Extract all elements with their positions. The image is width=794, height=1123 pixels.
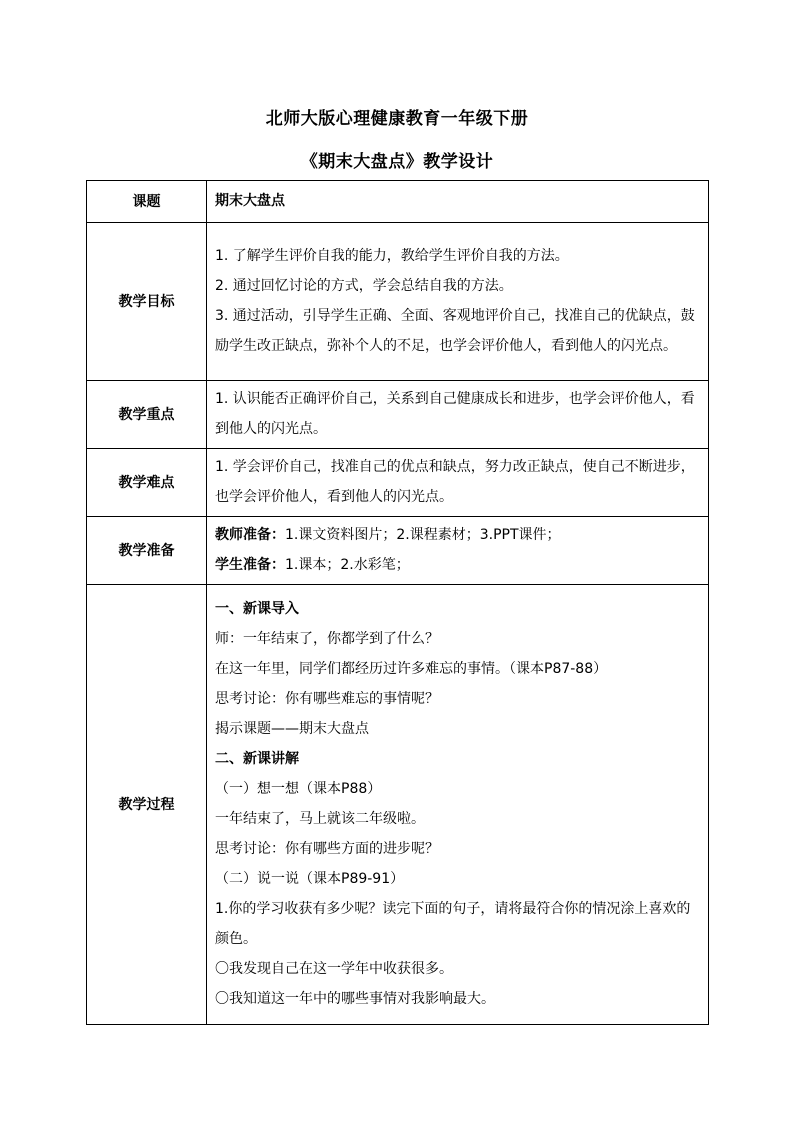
row-preparation xyxy=(87,517,709,585)
document-title: 北师大版心理健康教育一年级下册 xyxy=(265,109,529,129)
value-preparation xyxy=(207,517,709,585)
label-key-points: 教学重点 xyxy=(87,381,207,449)
document-subtitle: 《期末大盘点》教学设计 xyxy=(300,152,494,172)
section-heading: 一、新课导入 xyxy=(215,601,299,617)
process-line: 师：一年结束了，你都学到了什么？ xyxy=(215,631,439,647)
student-prep-value: 1.课本；2.水彩笔； xyxy=(285,557,410,573)
label-topic: 课题 xyxy=(87,181,207,223)
label-preparation: 教学准备 xyxy=(87,517,207,585)
process-line: 1.你的学习收获有多少呢？读完下面的句子，请将最符合你的情况涂上喜欢的颜色。 xyxy=(215,901,691,947)
process-line: 〇我发现自己在这一学年中收获很多。 xyxy=(215,961,453,977)
process-line: 揭示课题——期末大盘点 xyxy=(215,721,369,737)
value-key-points: 1. 认识能否正确评价自己，关系到自己健康成长和进步，也学会评价他人，看到他人的闪光点。 xyxy=(207,381,709,449)
process-line: 一年结束了，马上就该二年级啦。 xyxy=(215,811,425,827)
value-difficulties: 1. 学会评价自己，找准自己的优点和缺点，努力改正缺点，使自己不断进步，也学会评价他人，看到他人的闪光点。 xyxy=(207,449,709,517)
lesson-plan-table xyxy=(86,180,709,1025)
row-key-points xyxy=(87,381,709,449)
label-objectives: 教学目标 xyxy=(87,223,207,381)
process-line: 在这一年里，同学们都经历过许多难忘的事情。（课本P87-88） xyxy=(215,661,608,677)
process-line: 思考讨论：你有哪些方面的进步呢？ xyxy=(215,841,439,857)
process-line: （二）说一说（课本P89-91） xyxy=(215,871,405,887)
row-topic xyxy=(87,181,709,223)
value-process xyxy=(207,585,709,1025)
objective-item: 1. 了解学生评价自我的能力，教给学生评价自我的方法。 xyxy=(215,248,569,264)
student-prep-label: 学生准备： xyxy=(215,557,285,573)
process-line: （一）想一想（课本P88） xyxy=(215,781,382,797)
teacher-prep-value: 1.课文资料图片；2.课程素材；3.PPT课件； xyxy=(285,527,561,543)
row-difficulties xyxy=(87,449,709,517)
value-topic: 期末大盘点 xyxy=(207,181,709,223)
row-objectives xyxy=(87,223,709,381)
teacher-prep-label: 教师准备： xyxy=(215,527,285,543)
process-line: 思考讨论：你有哪些难忘的事情呢？ xyxy=(215,691,439,707)
process-line: 〇我知道这一年中的哪些事情对我影响最大。 xyxy=(215,991,495,1007)
value-objectives xyxy=(207,223,709,381)
label-difficulties: 教学难点 xyxy=(87,449,207,517)
objective-item: 3. 通过活动，引导学生正确、全面、客观地评价自己，找准自己的优缺点，鼓励学生改正缺点，弥补个人的不足，也学会评价他人，看到他人的闪光点。 xyxy=(215,308,695,354)
row-process xyxy=(87,585,709,1025)
objective-item: 2. 通过回忆讨论的方式，学会总结自我的方法。 xyxy=(215,278,513,294)
section-heading: 二、新课讲解 xyxy=(215,751,299,767)
label-process: 教学过程 xyxy=(87,585,207,1025)
